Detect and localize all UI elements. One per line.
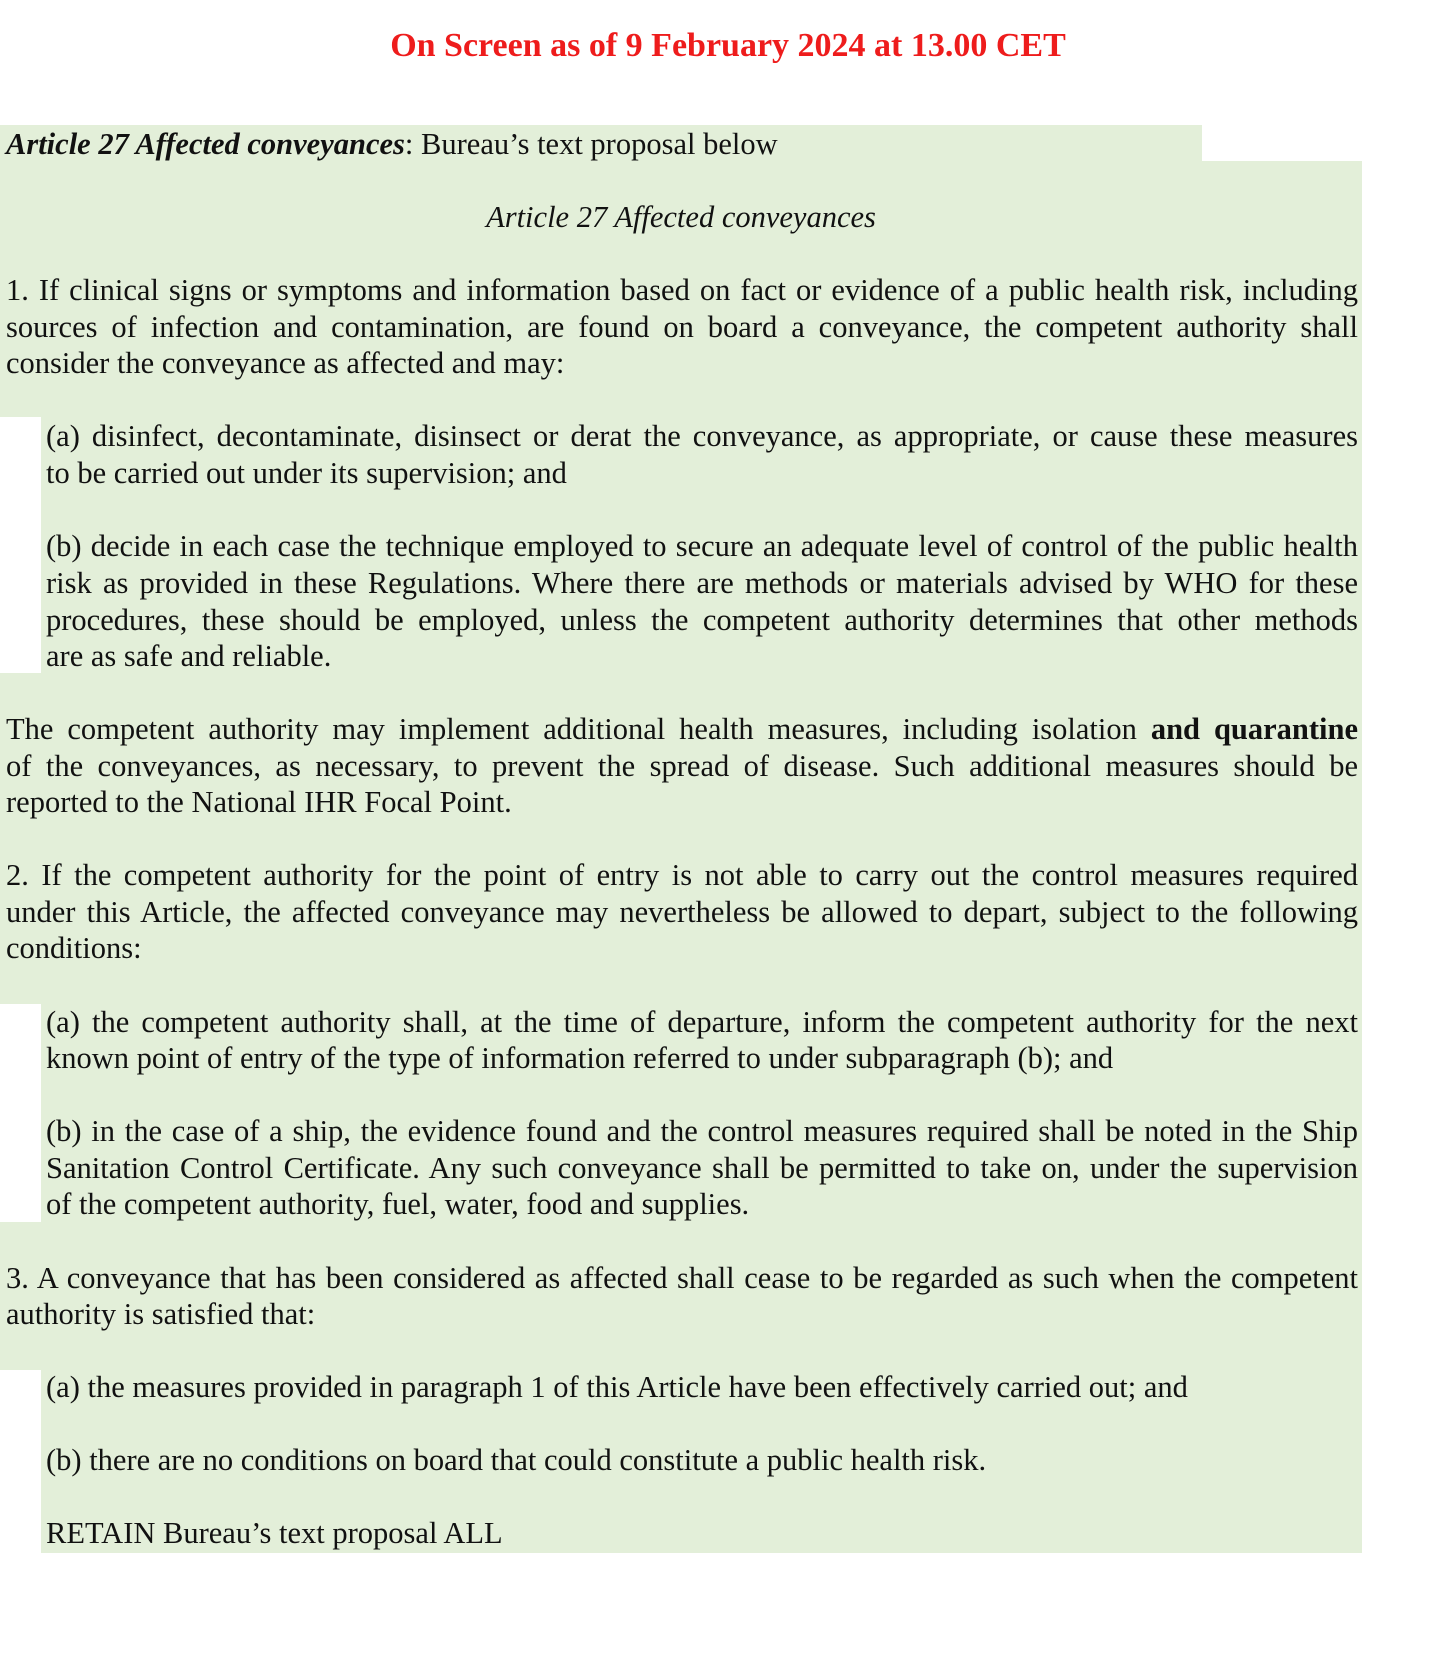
intro-colon: : — [404, 127, 414, 161]
para2-b-line-2: Sanitation Control Certificate. Any such conveyance shall be permitted to take on, under the supervision — [46, 1151, 1358, 1185]
para3-line-1: 3. A conveyance that has been considered as affected shall cease to be regarded as such when the competent — [6, 1261, 1358, 1295]
additional-line-2: of the conveyances, as necessary, to prevent the spread of disease. Such additional measures should be — [6, 749, 1358, 783]
para1-a-line-1: (a) disinfect, decontaminate, disinsect or derat the conveyance, as appropriate, or cause these measures — [46, 419, 1358, 453]
additional-line-1 — [6, 710, 1358, 749]
para2-a-line-1: (a) the competent authority shall, at the time of departure, inform the competent authority for the next — [46, 1005, 1358, 1039]
additional-line-1-bold: and quarantine — [1150, 712, 1359, 746]
para3-a-line: (a) the measures provided in paragraph 1 of this Article have been effectively carried out; and — [46, 1370, 1188, 1404]
para1-b-line-2: risk as provided in these Regulations. Where there are methods or materials advised by WHO for these — [46, 566, 1358, 600]
para1-line-3: consider the conveyance as affected and may: — [6, 346, 565, 380]
intro-note: Bureau’s text proposal below — [413, 127, 778, 161]
intro-article-label: Article 27 Affected conveyances — [6, 127, 405, 161]
para2-a-line-2: known point of entry of the type of information referred to under subparagraph (b); and — [46, 1041, 1114, 1075]
para2-b-line-3: of the competent authority, fuel, water, food and supplies. — [46, 1187, 750, 1221]
para1-b-line-1: (b) decide in each case the technique employed to secure an adequate level of control of the public health — [46, 529, 1358, 563]
para2-line-3: conditions: — [6, 931, 142, 965]
article-title: Article 27 Affected conveyances — [486, 200, 876, 234]
additional-line-3: reported to the National IHR Focal Point. — [6, 785, 512, 819]
para1-line-1: 1. If clinical signs or symptoms and information based on fact or evidence of a public health risk, including — [6, 273, 1358, 307]
retain-note: RETAIN Bureau’s text proposal ALL — [46, 1516, 503, 1550]
para2-line-2: under this Article, the affected conveyance may nevertheless be allowed to depart, subject to the following — [6, 895, 1358, 929]
para3-b-line: (b) there are no conditions on board that could constitute a public health risk. — [46, 1443, 987, 1477]
para2-line-1: 2. If the competent authority for the point of entry is not able to carry out the control measures required — [6, 858, 1358, 892]
para1-b-line-4: are as safe and reliable. — [46, 639, 332, 673]
para3-line-2: authority is satisfied that: — [6, 1297, 316, 1331]
intro-line — [6, 125, 778, 164]
para2-b-line-1: (b) in the case of a ship, the evidence found and the control measures required shall be noted in the Ship — [46, 1114, 1358, 1148]
para1-b-line-3: procedures, these should be employed, unless the competent authority determines that other methods — [46, 603, 1358, 637]
para1-line-2: sources of infection and contamination, are found on board a conveyance, the competent authority shall — [6, 310, 1358, 344]
additional-line-1-text: The competent authority may implement additional health measures, including isolation — [6, 712, 1151, 746]
page-header-timestamp: On Screen as of 9 February 2024 at 13.00 CET — [390, 27, 1066, 64]
para1-a-line-2: to be carried out under its supervision; and — [46, 456, 567, 490]
